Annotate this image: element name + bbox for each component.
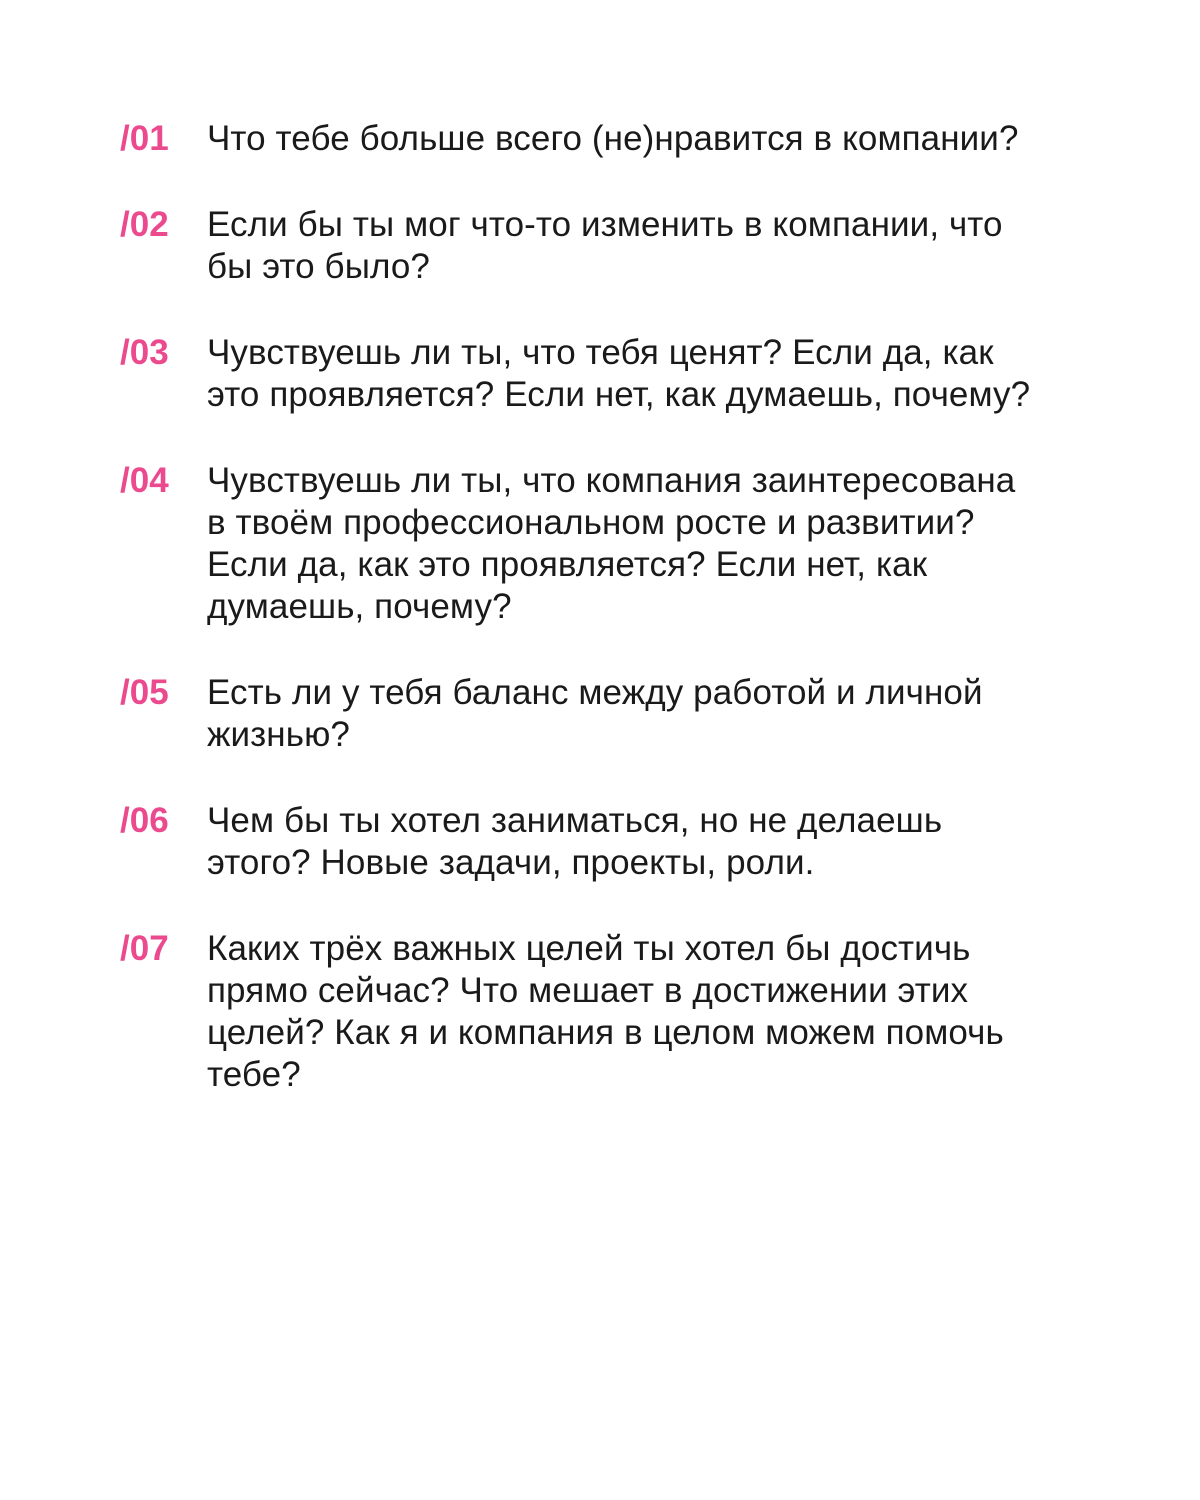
question-text: [207, 672, 1090, 756]
question-line: целей? Как я и компания в целом можем помочь: [207, 1013, 1004, 1052]
question-item: [120, 118, 1090, 160]
question-line: жизнью?: [207, 715, 350, 754]
question-text: [207, 118, 1090, 160]
question-item: [120, 672, 1090, 756]
question-line: Есть ли у тебя баланс между работой и личной: [207, 673, 983, 712]
question-line: Каких трёх важных целей ты хотел бы достичь: [207, 929, 971, 968]
question-item: [120, 332, 1090, 416]
question-line: думаешь, почему?: [207, 587, 512, 626]
question-line: Если бы ты мог что-то изменить в компании, что: [207, 205, 1003, 244]
question-number: /06: [120, 801, 169, 840]
question-text: [207, 928, 1090, 1096]
question-number: /02: [120, 205, 169, 244]
question-text: [207, 460, 1090, 628]
question-item: [120, 800, 1090, 884]
question-text: [207, 204, 1090, 288]
question-number: /03: [120, 333, 169, 372]
question-line: Что тебе больше всего (не)нравится в компании?: [207, 119, 1019, 158]
question-number: /07: [120, 929, 169, 968]
question-text: [207, 800, 1090, 884]
question-number: /05: [120, 673, 169, 712]
question-text: [207, 332, 1090, 416]
question-number: /04: [120, 461, 169, 500]
question-line: прямо сейчас? Что мешает в достижении этих: [207, 971, 969, 1010]
question-item: [120, 460, 1090, 628]
question-item: [120, 928, 1090, 1096]
question-line: Чувствуешь ли ты, что компания заинтересована: [207, 461, 1016, 500]
question-line: Чем бы ты хотел заниматься, но не делаешь: [207, 801, 943, 840]
question-line: бы это было?: [207, 247, 430, 286]
question-line: тебе?: [207, 1055, 301, 1094]
question-line: Если да, как это проявляется? Если нет, как: [207, 545, 928, 584]
question-line: Чувствуешь ли ты, что тебя ценят? Если да, как: [207, 333, 994, 372]
question-number: /01: [120, 119, 169, 158]
question-line: этого? Новые задачи, проекты, роли.: [207, 843, 815, 882]
question-item: [120, 204, 1090, 288]
question-line: это проявляется? Если нет, как думаешь, почему?: [207, 375, 1031, 414]
question-line: в твоём профессиональном росте и развитии?: [207, 503, 975, 542]
